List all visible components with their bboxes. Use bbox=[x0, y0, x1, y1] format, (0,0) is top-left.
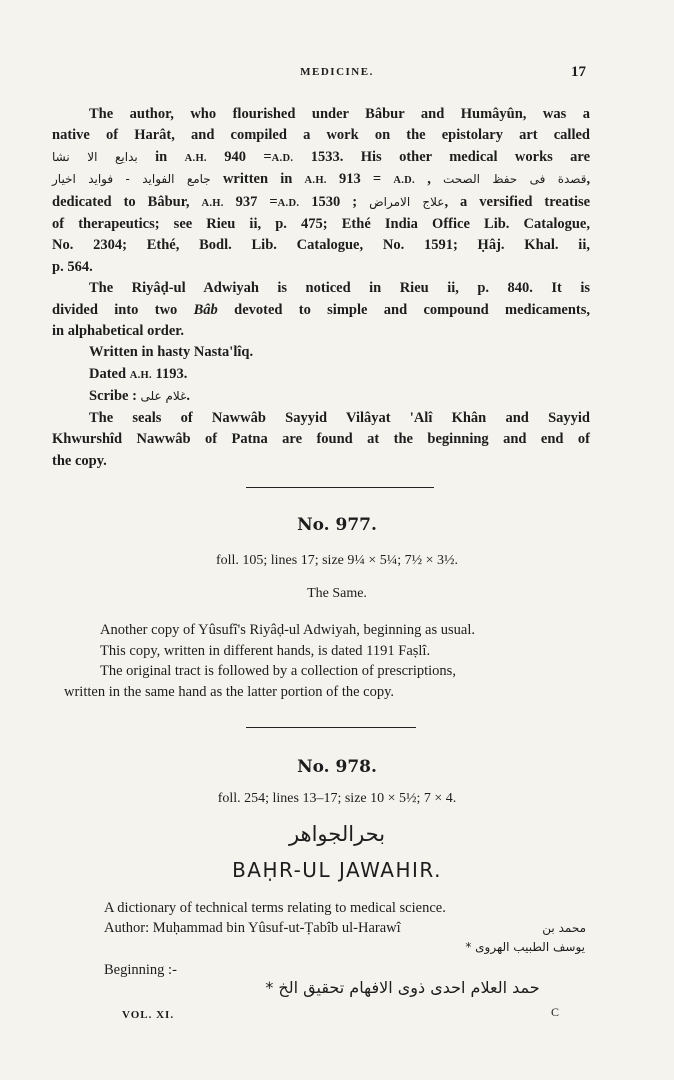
work-title: BAḤR-UL JAWAHIR. bbox=[232, 858, 442, 882]
text-line: Another copy of Yûsufî's Riyâḍ-ul Adwiyah, beginning as usual. bbox=[100, 622, 475, 638]
scribe-note: Scribe : غلام على. bbox=[89, 388, 190, 405]
author-arabic: محمد بن bbox=[542, 921, 586, 935]
text-line: Khwurshîd Nawwâb of Patna are found at the beginning and end of bbox=[52, 431, 590, 448]
text-line: dedicated to Bâbur, A.H. 937 =A.D. 1530 ; علاج الامراض, a versified treatise bbox=[52, 193, 591, 210]
text-line: p. 564. bbox=[52, 258, 93, 275]
entry-meta: foll. 105; lines 17; size 9¼ × 5¼; 7½ × 3½. bbox=[215, 553, 459, 568]
date-note: Dated A.H. 1193. bbox=[89, 365, 188, 382]
arabic-work-title: بحرالجواهر bbox=[288, 822, 386, 846]
entry-meta: foll. 254; lines 13–17; size 10 × 5½; 7 × 4. bbox=[217, 791, 457, 806]
text-line: جامع الفوايد - فوايد اخيار written in A.H. 913 = A.D. , قصدة فى حفظ الصحت, bbox=[52, 171, 591, 188]
text-line: No. 2304; Ethé, Bodl. Lib. Catalogue, No. 1591; Ḥâj. Khal. ii, bbox=[52, 237, 590, 254]
entry-977-paragraph bbox=[64, 620, 590, 702]
text-line: The seals of Nawwâb Sayyid Vilâyat 'Alî Khân and Sayyid bbox=[89, 409, 590, 426]
arabic-title: بدايع الا نشا bbox=[52, 149, 138, 164]
section-divider bbox=[246, 487, 434, 488]
text-line: This copy, written in different hands, is dated 1191 Faṣlî. bbox=[100, 642, 431, 659]
running-header: MEDICINE. bbox=[300, 66, 374, 78]
text-line: بدايع الا نشا in A.H. 940 =A.D. 1533. His other medical works are bbox=[52, 148, 591, 165]
arabic-title: علاج الامراض bbox=[369, 194, 445, 209]
intro-paragraph bbox=[52, 104, 590, 472]
text-line: of therapeutics; see Rieu ii, p. 475; Ethé India Office Lib. Catalogue, bbox=[52, 216, 590, 233]
author-line bbox=[104, 918, 586, 938]
beginning-text: حمد العلام احدى ذوى الافهام تحقيق الخ * bbox=[265, 978, 540, 997]
signature-mark: C bbox=[551, 1005, 560, 1019]
beginning-label: Beginning :- bbox=[104, 962, 177, 978]
section-divider bbox=[246, 727, 416, 728]
author-arabic-continued: يوسف الطبيب الهروى * bbox=[465, 940, 585, 954]
text-line: The Riyâḍ-ul Adwiyah is noticed in Rieu ii, p. 840. It is bbox=[89, 280, 590, 297]
text-line: divided into two Bâb devoted to simple and compound medicaments, bbox=[52, 301, 591, 318]
page-number: 17 bbox=[571, 64, 586, 80]
arabic-scribe: غلام على bbox=[140, 389, 187, 404]
text-line: the copy. bbox=[52, 452, 107, 469]
volume-label: VOL. XI. bbox=[122, 1009, 175, 1021]
arabic-title: قصدة فى حفظ الصحت bbox=[443, 172, 587, 187]
text-line: The original tract is followed by a collection of prescriptions, bbox=[100, 663, 456, 679]
entry-subtitle: The Same. bbox=[307, 586, 367, 601]
text-line: native of Harât, and compiled a work on the epistolary art called bbox=[52, 127, 590, 144]
text-line: in alphabetical order. bbox=[52, 323, 184, 340]
text-line: The author, who flourished under Bâbur and Humâyûn, was a bbox=[89, 106, 590, 122]
entry-number: No. 978. bbox=[297, 757, 377, 777]
author-label: Author: Muḥammad bin Yûsuf-ut-Ṭabîb ul-Harawî bbox=[104, 920, 401, 936]
entry-number: No. 977. bbox=[297, 515, 377, 535]
text-line: written in the same hand as the latter portion of the copy. bbox=[64, 683, 395, 700]
script-note: Written in hasty Nasta'lîq. bbox=[89, 344, 254, 361]
arabic-title: جامع الفوايد - فوايد اخيار bbox=[52, 172, 211, 187]
work-description: A dictionary of technical terms relating to medical science. bbox=[104, 900, 446, 916]
